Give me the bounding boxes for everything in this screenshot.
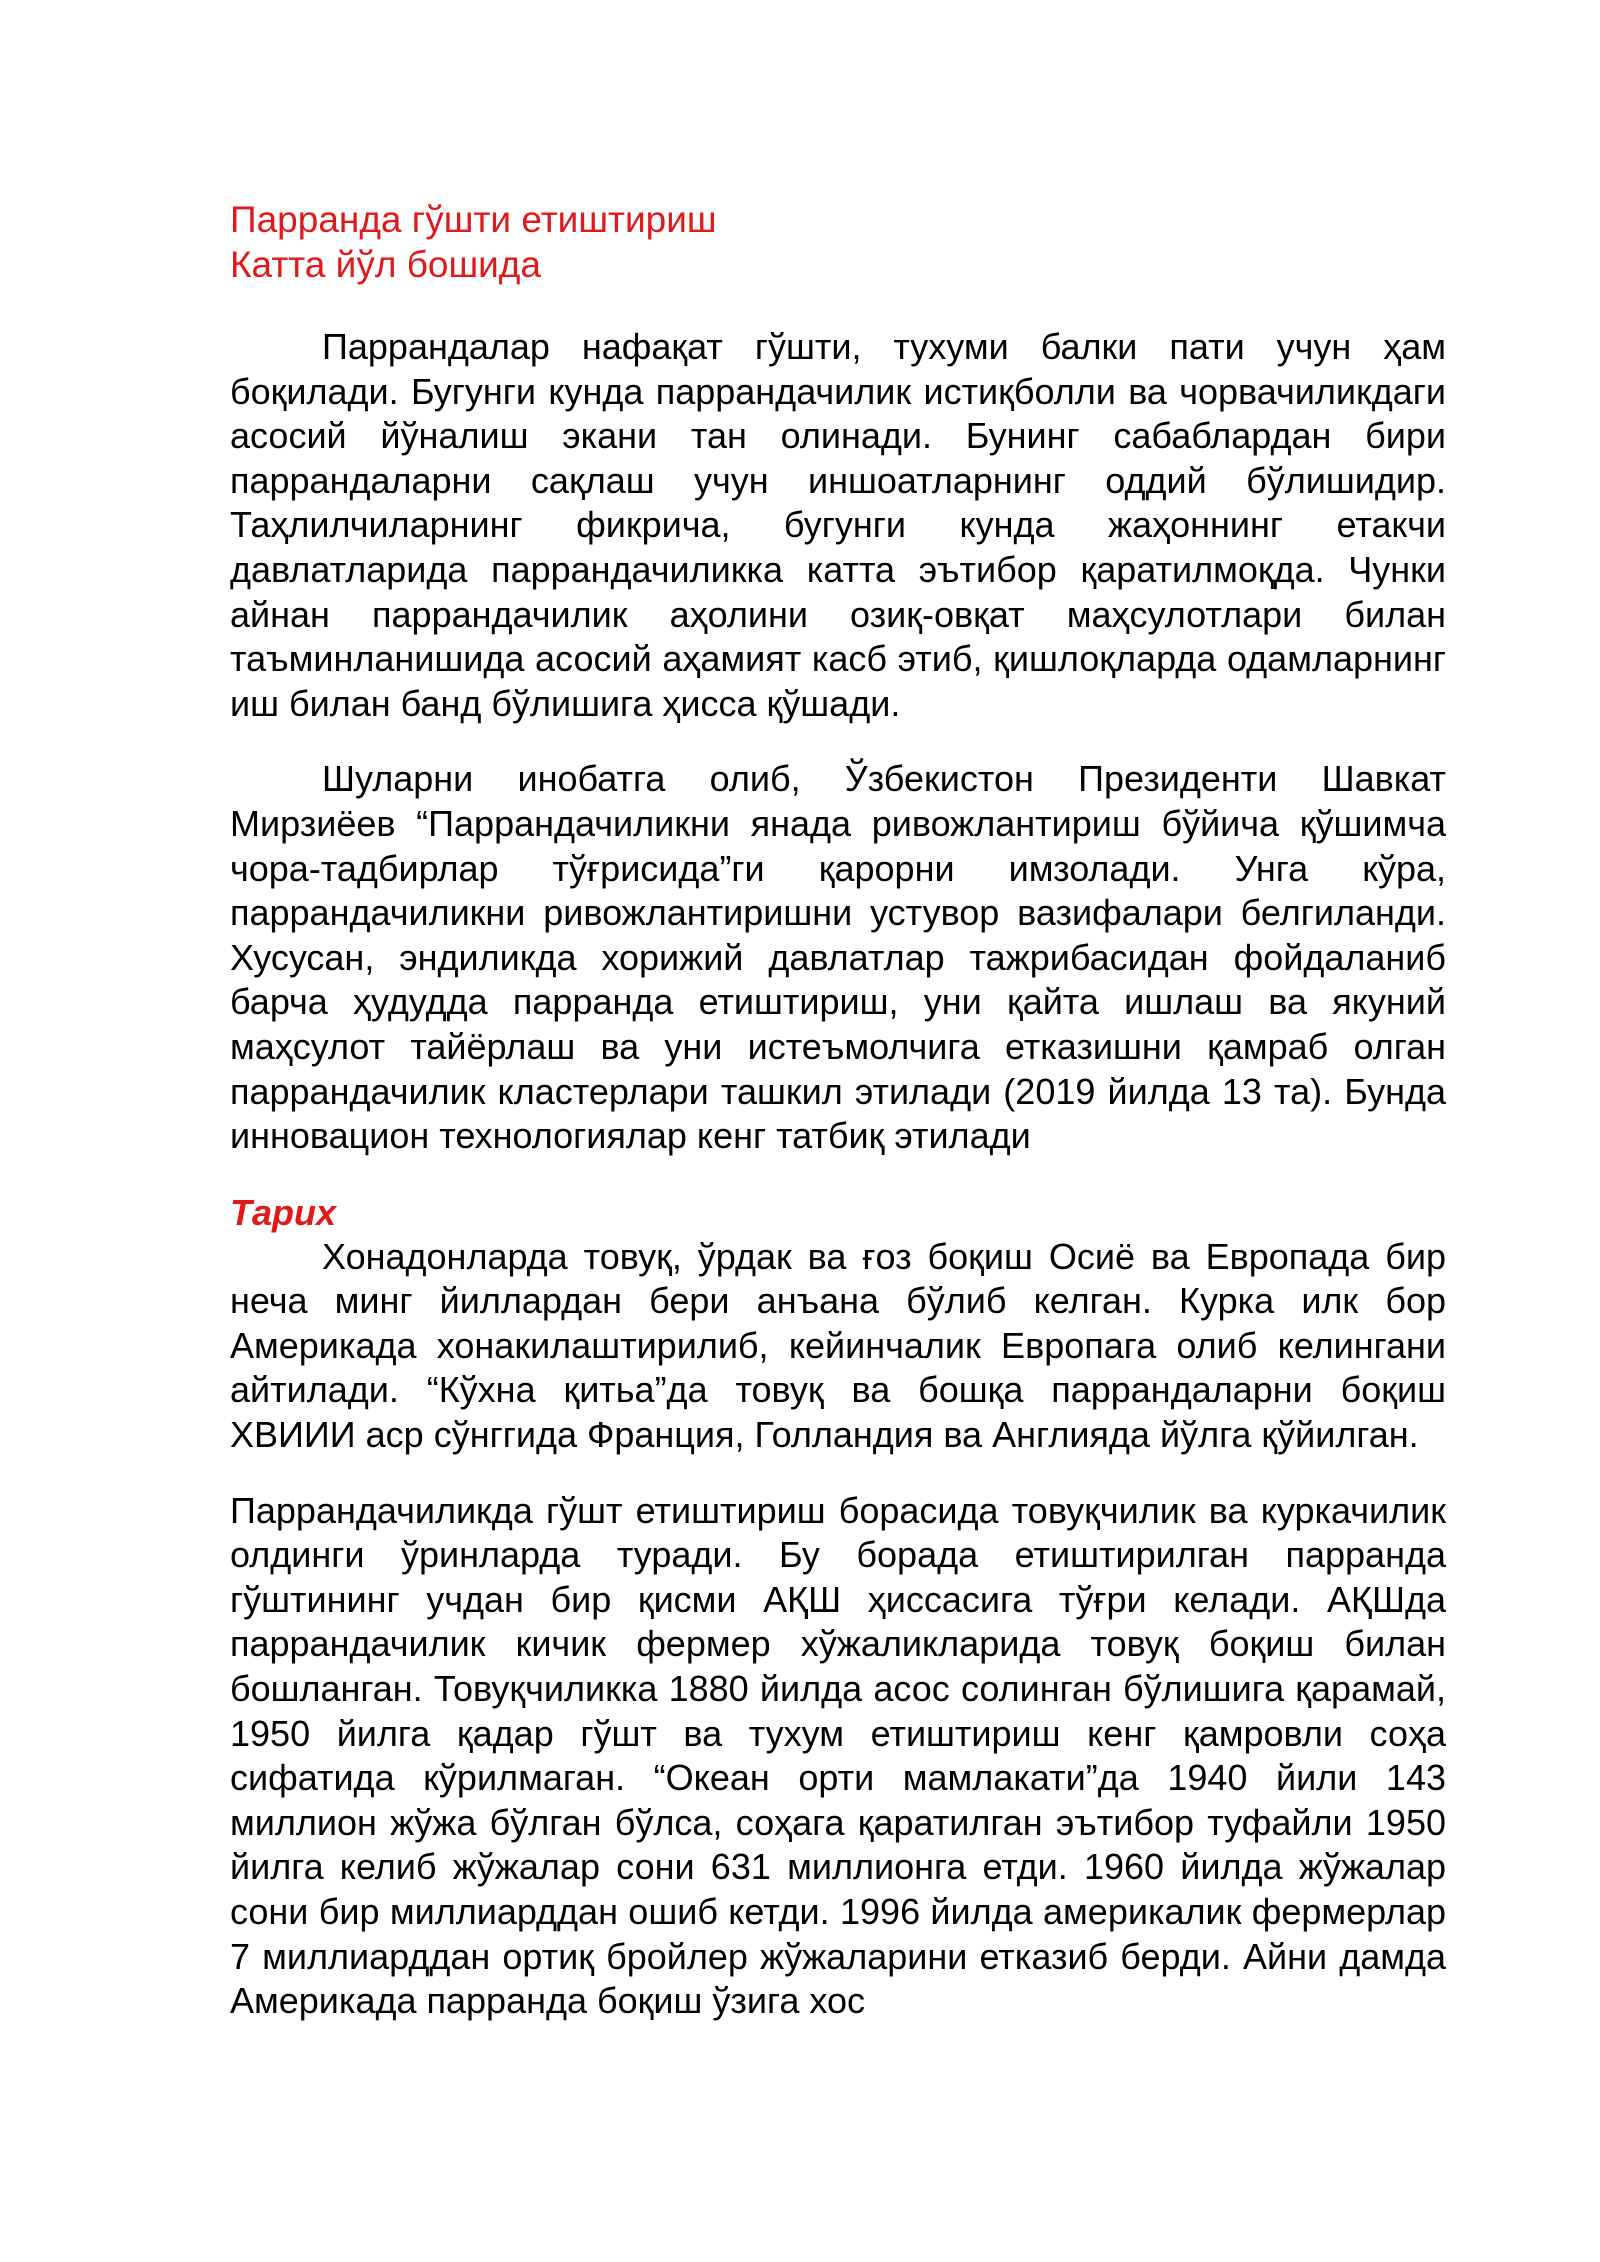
document-title	[230, 197, 1446, 287]
title-line-2: Катта йўл бошида	[230, 244, 541, 285]
paragraph-presidential-decree: Шуларни инобатга олиб, Ўзбекистон Президенти Шавкат Мирзиёев “Паррандачиликни янада ривожлантириш бўйича қўшимча чора-тадбирлар тўғрисида”ги қарорни имзолади. Унга кўра, паррандачиликни ривожлантиришни устувор вазифалари белгиланди. Хусусан, эндиликда хорижий давлатлар тажрибасидан фойдаланиб барча ҳудудда парранда етиштириш, уни қайта ишлаш ва якуний маҳсулот тайёрлаш ва уни истеъмолчига етказишни қамраб олган паррандачилик кластерлари ташкил этилади (2019 йилда 13 та). Бунда инновацион технологиялар кенг татбиқ этилади	[230, 758, 1446, 1157]
paragraph-usa-poultry: Паррандачиликда гўшт етиштириш борасида товуқчилик ва куркачилик олдинги ўринларда туради. Бу борада етиштирилган парранда гўштининг учдан бир қисми АҚШ ҳиссасига тўғри келади. АҚШда паррандачилик кичик фермер хўжаликларида товуқ боқиш билан бошланган. Товуқчиликка 1880 йилда асос солинган бўлишига қарамай, 1950 йилга қадар гўшт ва тухум етиштириш кенг қамровли соҳа сифатида кўрилмаган. “Океан орти мамлакати”да 1940 йили 143 миллион жўжа бўлган бўлса, соҳага қаратилган эътибор туфайли 1950 йилга келиб жўжалар сони 631 миллионга етди. 1960 йилда жўжалар сони бир миллиарддан ошиб кетди. 1996 йилда америкалик фермерлар 7 миллиарддан ортиқ бройлер жўжаларини етказиб берди. Айни дамда Америкада парранда боқиш ўзига хос	[230, 1489, 1446, 2022]
paragraph-poultry-intro: Паррандалар нафақат гўшти, тухуми балки пати учун ҳам боқилади. Бугунги кунда паррандачилик истиқболли ва чорвачиликдаги асосий йўналиш экани тан олинади. Бунинг сабаблардан бири паррандаларни сақлаш учун иншоатларнинг оддий бўлишидир. Таҳлилчиларнинг фикрича, бугунги кунда жаҳоннинг етакчи давлатларида паррандачиликка катта эътибор қаратилмоқда. Чунки айнан паррандачилик аҳолини озиқ-овқат маҳсулотлари билан таъминланишида асосий аҳамият касб этиб, қишлоқларда одамларнинг иш билан банд бўлишига ҳисса қўшади.	[230, 326, 1446, 724]
paragraph-history: Хонадонларда товуқ, ўрдак ва ғоз боқиш Осиё ва Европада бир неча минг йиллардан бери анъана бўлиб келган. Курка илк бор Америкада хонакилаштирилиб, кейинчалик Европага олиб келингани айтилади. “Кўхна қитьа”да товуқ ва бошқа паррандаларни боқиш ХВИИИ аср сўнггида Франция, Голландия ва Англияда йўлга қўйилган.	[230, 1235, 1446, 1456]
title-line-1: Парранда гўшти етиштириш	[230, 199, 717, 240]
section-heading-history: Тарих	[230, 1191, 337, 1233]
